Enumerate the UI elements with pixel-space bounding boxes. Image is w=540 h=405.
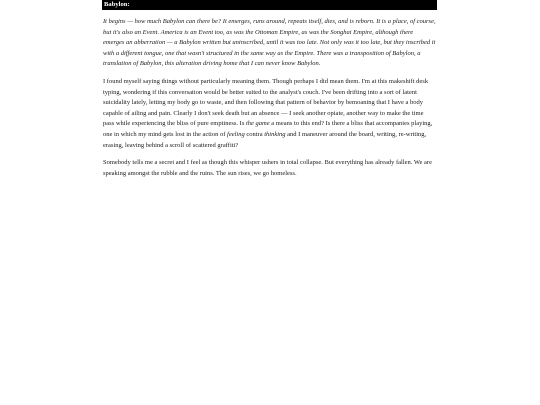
emphasis-the-game: the game: [245, 120, 270, 128]
body-paragraph-1-text: I found myself saying things without particularly meaning them. Though perhaps I did mean them. I'm at this makeshift desk typing, wondering if this conversation would be better suited to the analyst's couch. I've been drifting into a sort of latent suicidality lately, letting my body go to waste, and then following that pattern of behavior by bemoaning that I have a body capable of ailing and pain. Clearly I don't seek death but an absence — I seek another opiate, another way to make the time pass while experiencing the bliss of pure emptiness. Is: [103, 77, 429, 128]
emphasis-feeling: feeling: [227, 130, 245, 138]
article-column: [102, 0, 437, 179]
body-paragraph-2: Somebody tells me a secret and I feel as though this whisper ushers in total collapse. But everything has already fallen. We are speaking amongst the rubble and the ruins. The sun rises, we go homeless.: [103, 159, 432, 177]
intro-paragraph: It begins — how much Babylon can there be? It emerges, runs around, repeats itself, dies, and is reborn. It is a place, of course, but it's also an Event. America is an Event too, as was the Ottoman Empire, as was the Songhai Empire, although there emerges an abberration — a Babylon written but uninscribed, until it was too late. Not only was it too late, but they inscribed it with a different tongue, one that wasn't structured in the same way as the Empire. There was a transposition of Babylon, a translation of Babylon, this alteration driving home that I can never know Babylon.: [103, 18, 436, 68]
body-paragraph-1-text-3: contra: [244, 130, 265, 138]
emphasis-thinking: thinking: [264, 130, 286, 138]
body-paragraph-1: [102, 77, 437, 151]
section-title: Babylon:: [102, 0, 437, 10]
body-paragraph-1-text-2: a means to this end? Is there a bliss that accompanies playing, one in which my mind gets lost in the action of: [103, 120, 433, 138]
body-paragraph-1-text-4: and I maneuver around the board, writing, re-writing, erasing, leaving behind a scroll of scattered graffiti?: [103, 130, 427, 149]
